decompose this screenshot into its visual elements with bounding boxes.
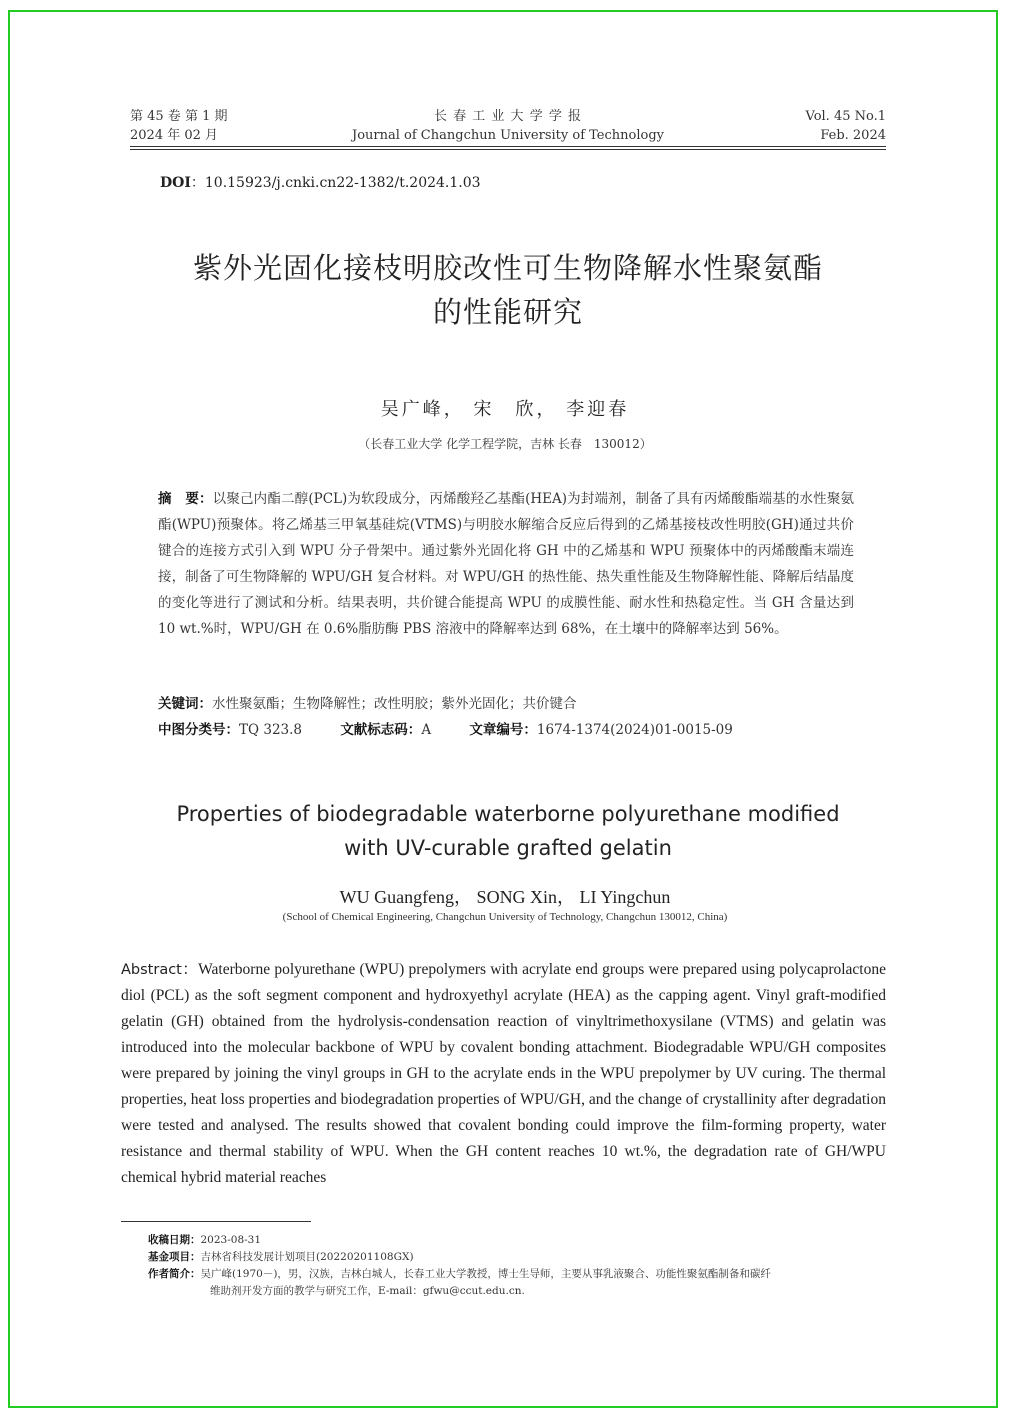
date-en: Feb. 2024 [820, 128, 886, 143]
title-en-line2: with UV-curable grafted gelatin [344, 836, 672, 860]
title-en-line1: Properties of biodegradable waterborne polyurethane modified [176, 802, 840, 826]
footnote-rule [121, 1221, 311, 1222]
journal-en: Journal of Changchun University of Technology [352, 128, 664, 143]
fund-label: 基金项目： [148, 1251, 201, 1263]
classification [158, 718, 858, 742]
keywords-cn-text: 水性聚氨酯；生物降解性；改性明胶；紫外光固化；共价键合 [212, 696, 577, 712]
footnote-bio [148, 1266, 888, 1282]
keywords-cn-label: 关键词： [158, 696, 212, 712]
journal-cn: 长 春 工 业 大 学 学 报 [434, 109, 582, 124]
footnote-received [148, 1232, 888, 1248]
affiliation-en: (School of Chemical Engineering, Changchun University of Technology, Changchun 130012, China) [282, 911, 728, 923]
clc-label: 中图分类号： [158, 722, 239, 738]
header-center [130, 107, 886, 145]
received-label: 收稿日期： [148, 1234, 201, 1246]
header-right [806, 107, 887, 145]
keywords-cn [158, 692, 858, 716]
doi [160, 172, 481, 192]
article-no-value: 1674-1374(2024)01-0015-09 [536, 722, 733, 738]
abstract-cn-label: 摘 要： [158, 491, 213, 507]
footnote-fund [148, 1249, 888, 1265]
abstract-en [121, 957, 886, 1191]
article-no-label: 文章编号： [469, 722, 537, 738]
volume-en: Vol. 45 No.1 [805, 109, 886, 124]
authors-cn: 吴广峰， 宋 欣， 李迎春 [380, 399, 630, 420]
bio-line1: 吴广峰(1970－)，男，汉族，吉林白城人，长春工业大学教授，博士生导师，主要从事乳液聚合、功能性聚氨酯制备和碳纤 [200, 1268, 771, 1280]
received-value: 2023-08-31 [200, 1234, 262, 1246]
abstract-cn-text: 以聚己内酯二醇(PCL)为软段成分，丙烯酸羟乙基酯(HEA)为封端剂，制备了具有丙烯酸酯端基的水性聚氨酯(WPU)预聚体。将乙烯基三甲氧基硅烷(VTMS)与明胶水解缩合反应后得到的乙烯基接枝改性明胶(GH)通过共价键合的连接方式引入到 WPU 分子骨架中。通过紫外光固化将 GH 中的乙烯基和 WPU 预聚体中的丙烯酸酯末端连接，制备了可生物降解的 WPU/GH 复合材料。对 WPU/GH 的热性能、热失重性能及生物降解性能、降解后结晶度的变化等进行了测试和分析。结果表明，共价键合能提高 WPU 的成膜性能、耐水性和热稳定性。当 GH 含量达到 10 wt.%时，WPU/GH 在 0.6%脂肪酶 PBS 溶液中的降解率达到 68%，在土壤中的降解率达到 56%。 [158, 491, 854, 637]
title-en [100, 797, 916, 865]
doc-code-value: A [421, 722, 432, 738]
title-cn-line2: 的性能研究 [432, 295, 583, 329]
bio-line2: 维助剂开发方面的教学与研究工作，E-mail：gfwu@ccut.edu.cn. [210, 1285, 525, 1297]
title-cn-line1: 紫外光固化接枝明胶改性可生物降解水性聚氨酯 [192, 251, 823, 285]
abstract-en-label: Abstract [121, 962, 182, 978]
title-cn [100, 246, 916, 334]
header-rule-thick [130, 146, 886, 147]
footnote-bio-cont [148, 1283, 888, 1299]
doi-value: ：10.15923/j.cnki.cn22-1382/t.2024.1.03 [190, 175, 481, 191]
bio-label: 作者简介： [148, 1268, 201, 1280]
header-rule-thin [130, 149, 886, 150]
date-cn: 2024 年 02 月 [130, 128, 219, 143]
doc-code-label: 文献标志码： [340, 722, 422, 738]
doi-label: DOI [160, 175, 191, 191]
fund-value: 吉林省科技发展计划项目(20220201108GX) [200, 1251, 414, 1263]
abstract-en-text: ：Waterborne polyurethane (WPU) prepolymers with acrylate end groups were prepared using polycaprolactone diol (PCL) as the soft segment component and hydroxyethyl acrylate (HEA) as the capping agent. Vinyl graft-modified gelatin (GH) obtained from the hydrolysis-condensation reaction of vinyltrimethoxysilane (VTMS) and gelatin was introduced into the molecular backbone of WPU by covalent bonding attachment. Biodegradable WPU/GH composites were prepared by joining the vinyl groups in GH to the acrylate ends in the WPU prepolymer by UV curing. The thermal properties, heat loss properties and biodegradation properties of WPU/GH, and the change of crystallinity after degradation were tested and analysed. The results showed that covalent bonding could improve the film-forming property, water resistance and thermal stability of WPU. When the GH content reaches 10 wt.%, the degradation rate of GH/WPU chemical hybrid material reaches [121, 961, 886, 1186]
clc-value: TQ 323.8 [239, 722, 303, 738]
affiliation-cn: （长春工业大学 化学工程学院，吉林 长春 130012） [358, 437, 652, 451]
abstract-cn [158, 486, 854, 642]
authors-en: WU Guangfeng， SONG Xin， LI Yingchun [339, 887, 671, 907]
volume-cn: 第 45 卷 第 1 期 [130, 109, 228, 124]
